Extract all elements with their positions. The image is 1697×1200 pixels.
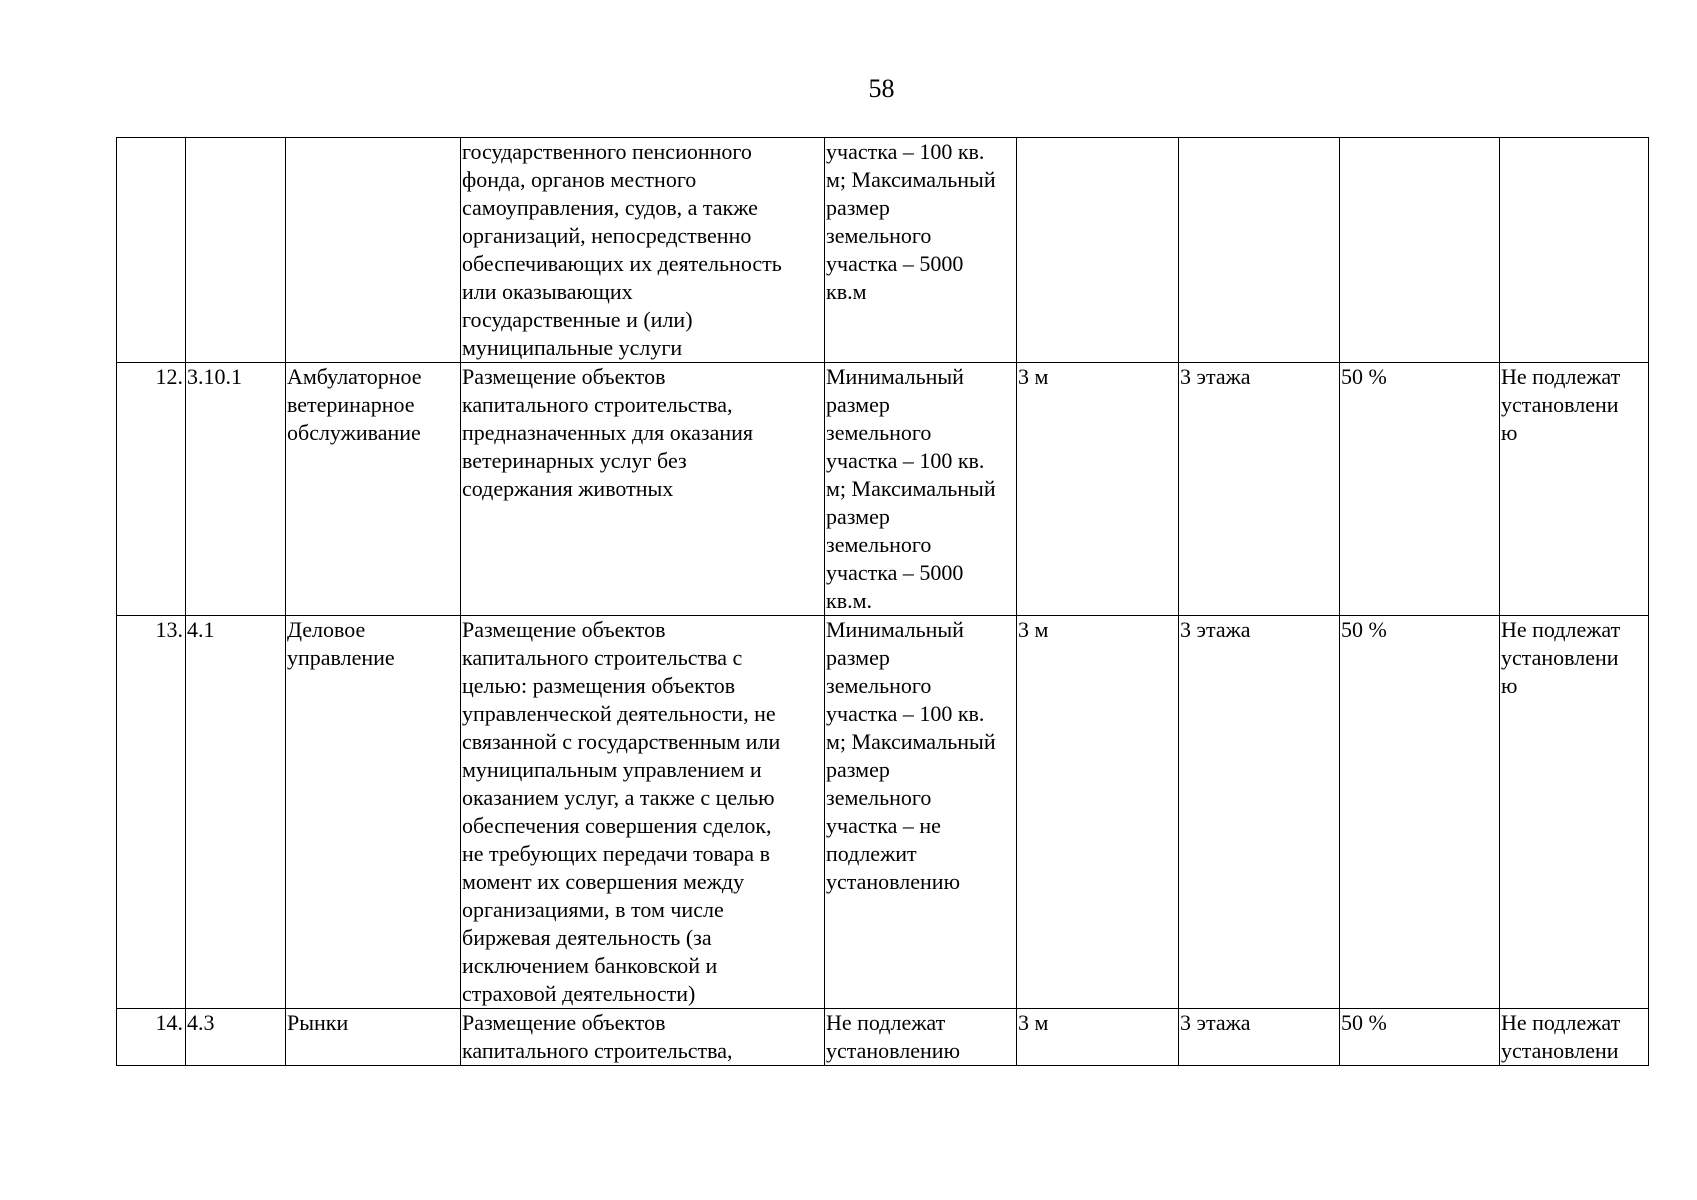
- use-name-cell: Амбулаторное ветеринарное обслуживание: [286, 363, 461, 616]
- plot-size-cell: Не подлежат установлению: [825, 1009, 1017, 1066]
- description-cell: Размещение объектов капитального строительства с целью: размещения объектов управленческой деятельности, не связанной с государственным или муниципальным управлением и оказанием услуг, а также с целью обеспечения совершения сделок, не требующих передачи товара в момент их совершения между организациями, в том числе биржевая деятельность (за исключением банковской и страховой деятельности): [461, 616, 825, 1009]
- floors-cell: 3 этажа: [1179, 616, 1340, 1009]
- description-cell: Размещение объектов капитального строительства, предназначенных для оказания ветеринарных услуг без содержания животных: [461, 363, 825, 616]
- coverage-cell: 50 %: [1340, 1009, 1500, 1066]
- description-cell: государственного пенсионного фонда, органов местного самоуправления, судов, а также организаций, непосредственно обеспечивающих их деятельность или оказывающих государственные и (или) муниципальные услуги: [461, 138, 825, 363]
- code-cell: [186, 138, 286, 363]
- code-cell: 4.3: [186, 1009, 286, 1066]
- table-row: [117, 1009, 1649, 1066]
- row-number-cell: 14.: [117, 1009, 186, 1066]
- row-number-cell: 12.: [117, 363, 186, 616]
- code-cell: 3.10.1: [186, 363, 286, 616]
- floors-cell: [1179, 138, 1340, 363]
- use-name-cell: Деловое управление: [286, 616, 461, 1009]
- plot-size-cell: участка – 100 кв. м; Максимальный размер земельного участка – 5000 кв.м: [825, 138, 1017, 363]
- code-cell: 4.1: [186, 616, 286, 1009]
- row-number-cell: 13.: [117, 616, 186, 1009]
- table-row: [117, 138, 1649, 363]
- plot-size-cell: Минимальный размер земельного участка – 100 кв. м; Максимальный размер земельного участка – 5000 кв.м.: [825, 363, 1017, 616]
- description-cell: Размещение объектов капитального строительства,: [461, 1009, 825, 1066]
- coverage-cell: 50 %: [1340, 363, 1500, 616]
- use-name-cell: [286, 138, 461, 363]
- coverage-cell: [1340, 138, 1500, 363]
- other-cell: Не подлежат установлени ю: [1500, 363, 1649, 616]
- table-row: [117, 363, 1649, 616]
- other-cell: [1500, 138, 1649, 363]
- setback-cell: 3 м: [1017, 616, 1179, 1009]
- other-cell: Не подлежат установлени ю: [1500, 616, 1649, 1009]
- setback-cell: 3 м: [1017, 363, 1179, 616]
- plot-size-cell: Минимальный размер земельного участка – 100 кв. м; Максимальный размер земельного участка – не подлежит установлению: [825, 616, 1017, 1009]
- floors-cell: 3 этажа: [1179, 363, 1340, 616]
- page-number: 58: [868, 74, 895, 103]
- other-cell: Не подлежат установлени: [1500, 1009, 1649, 1066]
- use-name-cell: Рынки: [286, 1009, 461, 1066]
- land-use-table: [116, 137, 1649, 1066]
- floors-cell: 3 этажа: [1179, 1009, 1340, 1066]
- setback-cell: 3 м: [1017, 1009, 1179, 1066]
- table-row: [117, 616, 1649, 1009]
- coverage-cell: 50 %: [1340, 616, 1500, 1009]
- setback-cell: [1017, 138, 1179, 363]
- row-number-cell: [117, 138, 186, 363]
